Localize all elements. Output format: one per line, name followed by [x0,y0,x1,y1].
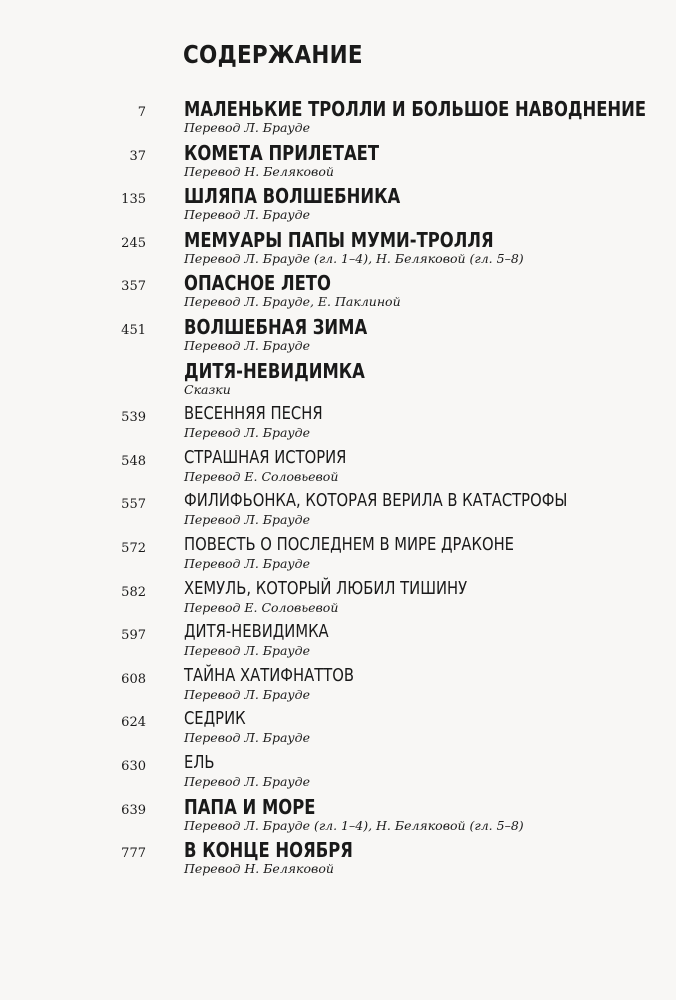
page-number: 557 [121,497,146,513]
table-of-contents [0,97,676,882]
entry-translator: Перевод Н. Беляковой [184,861,334,877]
page-number: 37 [129,148,146,164]
entry-title[interactable]: В КОНЦЕ НОЯБРЯ [184,838,353,863]
entry-title[interactable]: ОПАСНОЕ ЛЕТО [184,271,331,296]
toc-entry[interactable] [0,489,676,533]
toc-entry[interactable] [0,446,676,490]
toc-entry[interactable] [0,402,676,446]
entry-translator: Перевод Л. Брауде (гл. 1–4), Н. Беляковой (гл. 5–8) [184,250,524,266]
entry-translator: Перевод Н. Беляковой [184,163,334,179]
page-number: 608 [121,671,146,687]
toc-entry[interactable] [0,271,676,315]
page-number: 572 [121,540,146,556]
entry-title[interactable]: ТАЙНА ХАТИФНАТТОВ [184,664,354,686]
entry-translator: Сказки [184,381,231,397]
toc-entry[interactable] [0,664,676,708]
entry-title[interactable]: МАЛЕНЬКИЕ ТРОЛЛИ И БОЛЬШОЕ НАВОДНЕНИЕ [184,97,647,121]
page-number: 777 [121,846,146,862]
entry-title[interactable]: ХЕМУЛЬ, КОТОРЫЙ ЛЮБИЛ ТИШИНУ [184,577,468,599]
toc-entry[interactable] [0,620,676,664]
entry-translator: Перевод Л. Брауде (гл. 1–4), Н. Беляковой (гл. 5–8) [184,817,524,833]
entry-title[interactable]: СЕДРИК [184,708,246,730]
entry-title[interactable]: ВОЛШЕБНАЯ ЗИМА [184,314,368,339]
page-number: 639 [121,802,146,818]
toc-entry[interactable] [0,141,676,185]
page-number: 245 [121,235,146,251]
entry-translator: Перевод Л. Брауде [184,686,310,702]
page-number: 7 [137,105,146,120]
entry-title[interactable]: ДИТЯ-НЕВИДИМКА [184,358,365,383]
toc-entry[interactable] [0,184,676,228]
entry-title[interactable]: ЕЛЬ [184,751,215,773]
page-number: 539 [121,410,146,426]
entry-title[interactable]: ПОВЕСТЬ О ПОСЛЕДНЕМ В МИРЕ ДРАКОНЕ [184,533,515,555]
toc-entry[interactable] [0,359,676,403]
page-number: 630 [121,758,146,774]
entry-title[interactable]: ДИТЯ-НЕВИДИМКА [184,621,329,643]
toc-entry[interactable] [0,751,676,795]
page-number: 548 [121,453,146,469]
page-number: 582 [121,584,146,600]
entry-translator: Перевод Л. Брауде [184,730,310,746]
entry-translator: Перевод Е. Соловьевой [184,468,339,484]
page-number: 357 [121,279,146,295]
toc-entry[interactable] [0,315,676,359]
entry-translator: Перевод Л. Брауде, Е. Паклиной [184,294,401,310]
page-number: 624 [121,715,146,731]
entry-translator: Перевод Л. Брауде [184,337,310,353]
toc-entry[interactable] [0,838,676,882]
entry-title[interactable]: КОМЕТА ПРИЛЕТАЕТ [184,140,380,165]
entry-title[interactable]: ПАПА И МОРЕ [184,794,316,819]
toc-entry[interactable] [0,97,676,141]
toc-entry[interactable] [0,228,676,272]
entry-title[interactable]: ВЕСЕННЯЯ ПЕСНЯ [184,403,323,425]
entry-translator: Перевод Л. Брауде [184,207,310,223]
toc-entry[interactable] [0,577,676,621]
page-number: 135 [121,192,146,208]
toc-entry[interactable] [0,795,676,839]
entry-translator: Перевод Л. Брауде [184,773,310,789]
toc-entry[interactable] [0,533,676,577]
entry-title[interactable]: ШЛЯПА ВОЛШЕБНИКА [184,184,401,209]
entry-translator: Перевод Л. Брауде [184,555,310,571]
entry-translator: Перевод Л. Брауде [184,120,310,135]
entry-title[interactable]: ФИЛИФЬОНКА, КОТОРАЯ ВЕРИЛА В КАТАСТРОФЫ [184,490,568,512]
entry-title[interactable]: СТРАШНАЯ ИСТОРИЯ [184,446,347,468]
entry-title[interactable]: МЕМУАРЫ ПАПЫ МУМИ-ТРОЛЛЯ [184,227,494,252]
toc-entry[interactable] [0,707,676,751]
entry-translator: Перевод Е. Соловьевой [184,599,339,615]
entry-translator: Перевод Л. Брауде [184,512,310,528]
entry-translator: Перевод Л. Брауде [184,643,310,659]
page-number: 597 [121,628,146,644]
page-number: 451 [121,322,146,338]
page-title: СОДЕРЖАНИЕ [183,40,363,69]
entry-translator: Перевод Л. Брауде [184,425,310,441]
